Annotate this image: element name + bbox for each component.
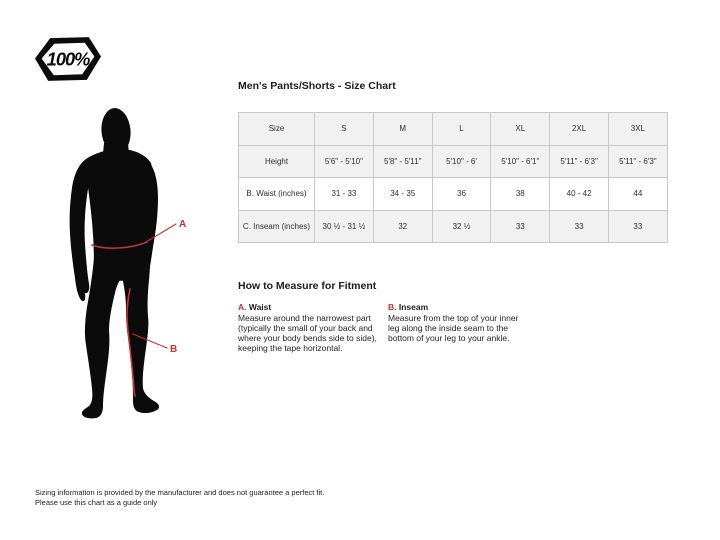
measure-section-title: How to Measure for Fitment [238, 280, 377, 292]
silhouette-shape [70, 107, 160, 419]
table-cell: 30 ½ - 31 ½ [315, 210, 374, 243]
measure-item-heading [238, 302, 380, 312]
table-cell: 5'11" - 6'3" [550, 145, 609, 178]
table-row-height [239, 145, 668, 178]
table-cell: 5'10" - 6'1" [491, 145, 550, 178]
table-cell: 33 [491, 210, 550, 243]
size-chart-title: Men's Pants/Shorts - Size Chart [238, 80, 396, 92]
col-header-xl: XL [491, 113, 550, 146]
table-cell: 34 - 35 [373, 178, 432, 211]
measure-name-waist: Waist [248, 302, 272, 312]
table-row-inseam [239, 210, 668, 243]
body-silhouette-figure [40, 95, 220, 435]
measure-item-waist [238, 302, 380, 353]
measure-name-inseam: Inseam [398, 302, 429, 312]
marker-b-label: B [170, 344, 178, 355]
measure-text-waist: Measure around the narrowest part (typically the small of your back and where your body bends side to side), keeping the tape horizontal. [238, 313, 377, 353]
marker-a-label: A [179, 219, 187, 230]
disclaimer-line-2: Please use this chart as a guide only [35, 497, 158, 507]
table-cell: 33 [550, 210, 609, 243]
table-cell: 38 [491, 178, 550, 211]
measure-item-heading [388, 302, 526, 312]
table-cell: 5'11" - 6'3" [608, 145, 667, 178]
col-header-size: Size [239, 113, 315, 146]
row-label-inseam: C. Inseam (inches) [239, 210, 315, 243]
table-cell: 5'10" - 6' [432, 145, 491, 178]
table-cell: 5'8" - 5'11" [373, 145, 432, 178]
measure-letter-b: B. [388, 302, 397, 312]
col-header-l: L [432, 113, 491, 146]
table-cell: 40 - 42 [550, 178, 609, 211]
col-header-3xl: 3XL [608, 113, 667, 146]
row-label-height: Height [239, 145, 315, 178]
table-cell: 33 [608, 210, 667, 243]
table-cell: 5'6" - 5'10" [315, 145, 374, 178]
measure-item-inseam [388, 302, 526, 343]
col-header-2xl: 2XL [550, 113, 609, 146]
row-label-waist: B. Waist (inches) [239, 178, 315, 211]
table-header-row [239, 113, 668, 146]
logo-text: 100% [46, 48, 90, 70]
brand-logo-100-percent [35, 37, 101, 81]
table-cell: 31 - 33 [315, 178, 374, 211]
table-cell: 32 [373, 210, 432, 243]
measure-text-inseam: Measure from the top of your inner leg along the inside seam to the bottom of your leg to your ankle. [388, 313, 519, 343]
size-chart-table [238, 112, 668, 243]
table-cell: 32 ½ [432, 210, 491, 243]
disclaimer-line-1: Sizing information is provided by the manufacturer and does not guarantee a perfect fit. [35, 488, 325, 497]
measure-letter-a: A. [238, 302, 247, 312]
table-cell: 36 [432, 178, 491, 211]
table-row-waist [239, 178, 668, 211]
disclaimer [35, 488, 324, 507]
col-header-m: M [373, 113, 432, 146]
col-header-s: S [315, 113, 374, 146]
table-cell: 44 [608, 178, 667, 211]
